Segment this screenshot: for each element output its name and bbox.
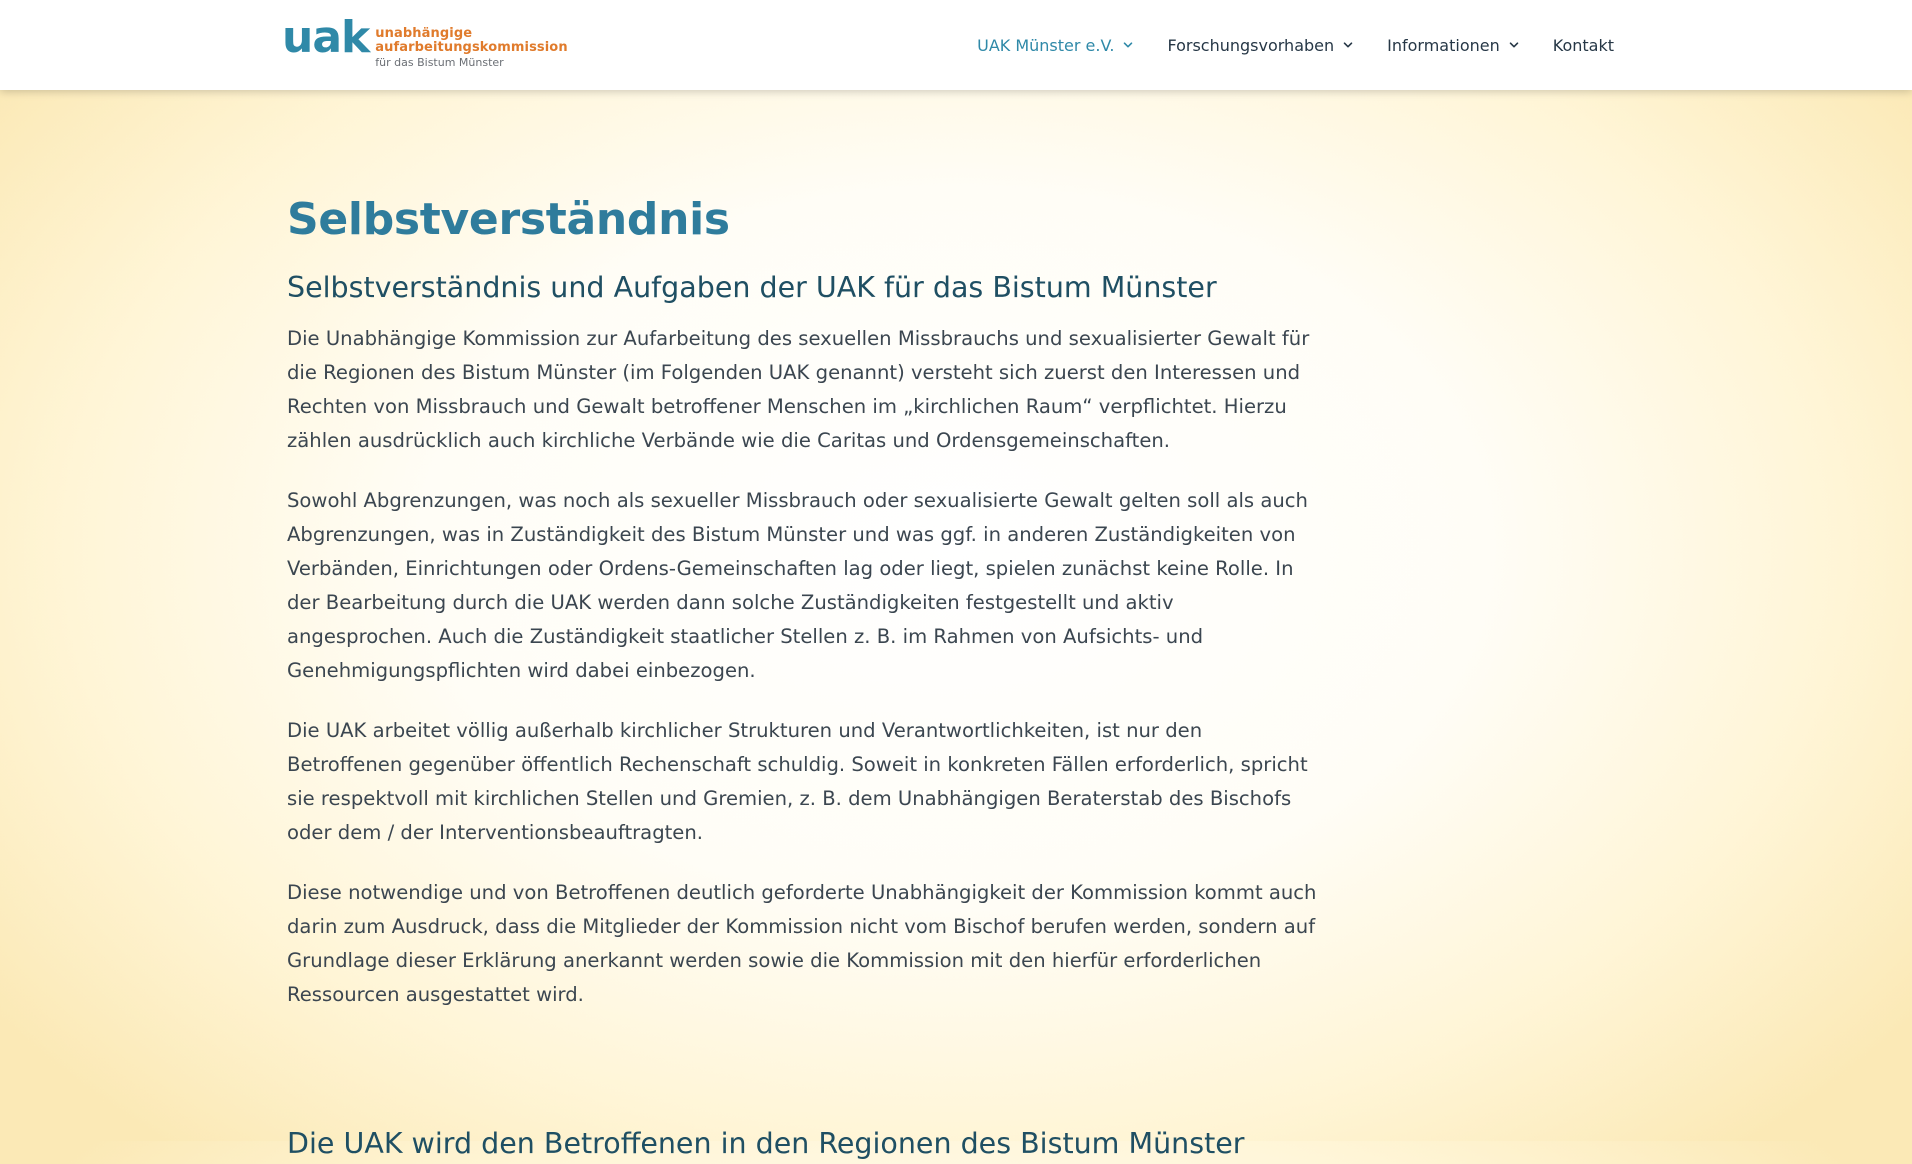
nav-item-label: Informationen: [1387, 35, 1500, 55]
chevron-down-icon: [1123, 40, 1133, 50]
paragraph-4: Diese notwendige und von Betroffenen deutlich geforderte Unabhängigkeit der Kommission kommt auch darin zum Ausdruck, dass die Mitglieder der Kommission nicht vom Bischof berufen werden, sondern auf Grundlage dieser Erklärung anerkannt werden sowie die Kommission mit den hierfür erforderlichen Ressourcen ausgestattet wird.: [287, 881, 1317, 1006]
paragraph-2: Sowohl Abgrenzungen, was noch als sexueller Missbrauch oder sexualisierte Gewalt gelten soll als auch Abgrenzungen, was in Zuständigkeit des Bistum Münster und was ggf. in anderen Zuständigkeiten von Verbänden, Einrichtungen oder Ordens-Gemeinschaften lag oder liegt, spielen zunächst keine Rolle. In der Bearbeitung durch die UAK werden dann solche Zuständigkeiten festgestellt und aktiv angesprochen. Auch die Zuständigkeit staatlicher Stellen z. B. im Rahmen von Aufsichts- und Genehmigungspflichten wird dabei einbezogen.: [287, 489, 1308, 682]
nav-item-informationen[interactable]: [1387, 36, 1519, 55]
page-title: Selbstverständnis: [287, 194, 730, 245]
paragraph-1: Die Unabhängige Kommission zur Aufarbeitung des sexuellen Missbrauchs und sexualisierter Gewalt für die Regionen des Bistum Münster (im Folgenden UAK genannt) versteht sich zuerst den Interessen und Rechten von Missbrauch und Gewalt betroffener Menschen im „kirchlichen Raum“ verpflichtet. Hierzu zählen ausdrücklich auch kirchliche Verbände wie die Caritas und Ordensgemeinschaften.: [287, 327, 1310, 452]
nav-item-label: UAK Münster e.V.: [977, 35, 1115, 55]
nav-item-forschungsvorhaben[interactable]: [1167, 36, 1353, 55]
nav-item-label: Forschungsvorhaben: [1167, 35, 1335, 55]
nav-item-uak-muenster[interactable]: [977, 36, 1133, 55]
paragraph-3: Die UAK arbeitet völlig außerhalb kirchlicher Strukturen und Verantwortlichkeiten, ist nur den Betroffenen gegenüber öffentlich Rechenschaft schuldig. Soweit in konkreten Fällen erforderlich, spricht sie respektvoll mit kirchlichen Stellen und Gremien, z. B. dem Unabhängigen Beraterstab des Bischofs oder dem / der Interventionsbeauftragten.: [287, 719, 1308, 844]
logo-mark: uak: [282, 12, 370, 63]
nav-item-kontakt[interactable]: [1553, 36, 1614, 55]
logo-line-2: aufarbeitungskommission: [375, 40, 568, 55]
main-nav: [943, 0, 1614, 90]
site-header: [0, 0, 1912, 90]
next-section-heading: Die UAK wird den Betroffenen in den Regionen des Bistum Münster: [287, 1127, 1245, 1160]
chevron-down-icon: [1509, 40, 1519, 50]
section-subtitle: Selbstverständnis und Aufgaben der UAK für das Bistum Münster: [287, 271, 1217, 304]
logo-text: [375, 27, 567, 70]
main-content: [287, 180, 1317, 1038]
chevron-down-icon: [1343, 40, 1353, 50]
site-logo[interactable]: [282, 12, 568, 74]
nav-item-label: Kontakt: [1552, 35, 1614, 55]
logo-line-3: für das Bistum Münster: [375, 56, 504, 69]
logo-line-1: unabhängige: [375, 26, 473, 41]
